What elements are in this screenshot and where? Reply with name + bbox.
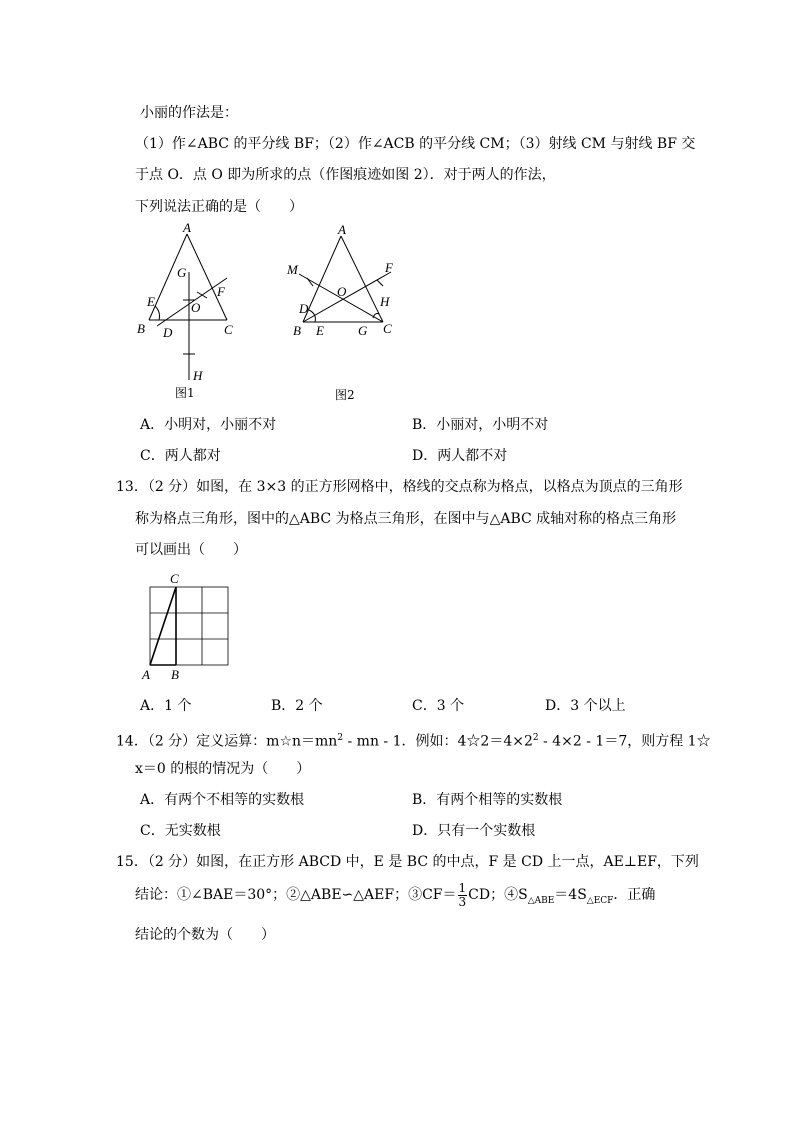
fig1-label-F: F [217, 284, 225, 299]
fig2-label-B: B [293, 323, 301, 338]
q12-figure-2 [283, 222, 403, 402]
q13-option-d[interactable]: D．3 个以上 [545, 698, 626, 714]
q14-line-1a: 14．（2 分）定义运算：m☆n＝mn [116, 733, 338, 750]
q15-frac-den: 3 [458, 894, 467, 909]
q12-option-c[interactable]: C．两人都对 [140, 448, 221, 464]
q14-option-a[interactable]: A．有两个不相等的实数根 [140, 792, 305, 808]
q12-line-1: 小丽的作法是： [140, 105, 238, 121]
fig2-label-G: G [358, 323, 368, 338]
fig1-label-O: O [191, 300, 201, 315]
q15-line-2d: ．正确 [613, 887, 656, 903]
q15-line-1: 15．（2 分）如图，在正方形 ABCD 中，E 是 BC 的中点，F 是 CD 上一点，AE⊥EF，下列 [116, 854, 699, 870]
q13-option-a[interactable]: A．1 个 [140, 698, 192, 714]
q15-line-2 [135, 880, 655, 916]
q15-line-2a: 结论：①∠BAE＝30°；②△ABE∽△AEF；③CF＝ [135, 887, 457, 903]
fig2-label-A: A [338, 222, 346, 237]
fig1-label-D: D [163, 325, 173, 340]
q12-line-4: 下列说法正确的是（ ） [135, 199, 303, 215]
q12-option-d[interactable]: D．两人都不对 [412, 448, 508, 464]
fig2-label-E: E [316, 323, 324, 338]
q12-line-2: （1）作∠ABC 的平分线 BF；（2）作∠ACB 的平分线 CM；（3）射线 CM 与射线 BF 交 [135, 136, 696, 152]
fig2-label-D: D [299, 301, 309, 316]
q13-option-b[interactable]: B．2 个 [271, 698, 323, 714]
q13-line-3: 可以画出（ ） [135, 542, 247, 558]
fig1-label-C: C [224, 322, 233, 337]
q15-line-2b: CD；④S [468, 887, 528, 903]
fig2-label-C: C [383, 321, 392, 336]
q15-sub-1: △ABE [527, 895, 555, 906]
fig1-label-A: A [183, 222, 191, 235]
q13-line-1: 13．（2 分）如图，在 3×3 的正方形网格中，格线的交点称为格点，以格点为顶点的三角形 [116, 479, 683, 495]
q13-label-A: A [142, 667, 150, 682]
fig2-label-O: O [337, 284, 347, 299]
q14-option-c[interactable]: C．无实数根 [140, 823, 221, 839]
q14-line-1b: - mn - 1．例如：4☆2＝4×2 [343, 733, 533, 750]
q14-option-d[interactable]: D．只有一个实数根 [412, 823, 536, 839]
q12-option-a[interactable]: A．小明对，小丽不对 [140, 417, 277, 433]
q13-label-B: B [171, 667, 179, 682]
q15-fraction [458, 882, 468, 909]
fig1-label-E: E [147, 294, 155, 309]
q15-line-2c: ＝4S [554, 887, 587, 903]
q14-option-b[interactable]: B．有两个相等的实数根 [412, 792, 563, 808]
q14-sup-1: 2 [337, 733, 344, 743]
q13-line-2: 称为格点三角形，图中的△ABC 为格点三角形，在图中与△ABC 成轴对称的格点三角形 [135, 511, 677, 527]
q15-sub-2: △ECF [586, 895, 614, 906]
q14-sup-2: 2 [532, 733, 539, 743]
q12-line-3: 于点 O．点 O 即为所求的点（作图痕迹如图 2）．对于两人的作法， [135, 167, 556, 183]
q14-line-2: x＝0 的根的情况为（ ） [135, 761, 311, 777]
q13-grid-figure [138, 571, 238, 683]
fig1-label-G: G [177, 265, 187, 280]
q14-line-1c: - 4×2 - 1＝7，则方程 1☆ [538, 733, 711, 750]
fig1-label-H: H [193, 368, 203, 383]
q12-figure-1 [135, 222, 245, 402]
q15-line-3: 结论的个数为（ ） [135, 927, 275, 943]
fig1-caption: 图1 [175, 386, 195, 400]
q15-frac-num: 1 [458, 880, 467, 895]
q13-option-c[interactable]: C．3 个 [412, 698, 465, 714]
fig2-label-H: H [380, 294, 390, 309]
fig2-label-F: F [385, 260, 393, 275]
fig2-label-M: M [287, 262, 298, 277]
q13-label-C: C [170, 571, 179, 586]
fig2-caption: 图2 [335, 388, 355, 402]
q14-line-1 [116, 729, 711, 751]
q12-option-b[interactable]: B．小丽对，小明不对 [412, 417, 549, 433]
fig1-label-B: B [137, 321, 145, 336]
